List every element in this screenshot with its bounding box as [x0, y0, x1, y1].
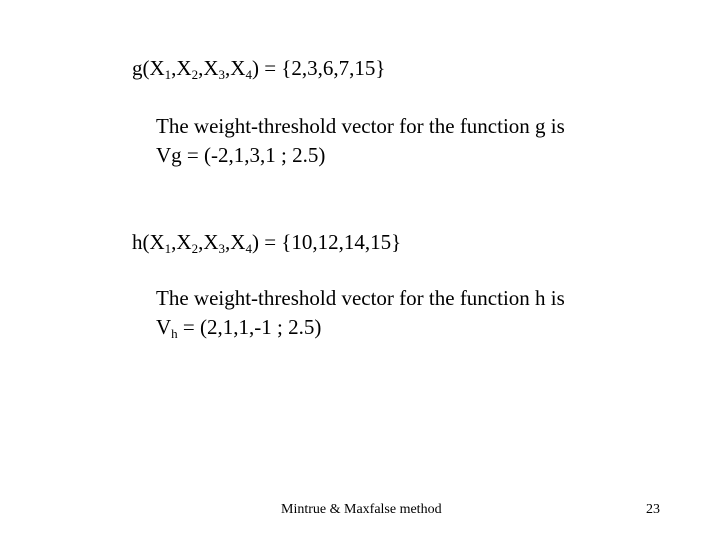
g-function-name: g	[132, 56, 143, 80]
g-weight-vector	[156, 143, 325, 167]
g-subscript-2: 2	[191, 67, 199, 82]
g-function-definition	[132, 56, 385, 80]
g-vector-value: = (-2,1,3,1 ; 2.5)	[181, 143, 326, 167]
h-args-open: (X	[142, 230, 165, 254]
page-number: 23	[646, 502, 660, 517]
g-args-sep-1: ,X	[171, 56, 192, 80]
h-subscript-3: 3	[218, 241, 226, 256]
h-description: The weight-threshold vector for the function h is	[156, 286, 565, 310]
g-subscript-1: 1	[164, 67, 172, 82]
g-args-sep-2: ,X	[198, 56, 219, 80]
h-equals: =	[258, 230, 282, 254]
footer-title: Mintrue & Maxfalse method	[281, 502, 442, 517]
g-subscript-3: 3	[218, 67, 226, 82]
h-weight-vector	[156, 315, 321, 339]
g-description: The weight-threshold vector for the function g is	[156, 114, 565, 138]
h-true-set: {10,12,14,15}	[281, 230, 402, 254]
h-vector-name: V	[156, 315, 172, 339]
h-args-sep-1: ,X	[171, 230, 192, 254]
g-subscript-4: 4	[245, 67, 252, 82]
h-vector-value: = (2,1,1,-1 ; 2.5)	[177, 315, 322, 339]
h-args-close: )	[251, 230, 259, 254]
h-subscript-4: 4	[245, 241, 252, 256]
h-args-sep-2: ,X	[198, 230, 219, 254]
h-args-sep-3: ,X	[225, 230, 246, 254]
g-true-set: {2,3,6,7,15}	[281, 56, 386, 80]
h-subscript-2: 2	[191, 241, 199, 256]
h-vector-subscript: h	[171, 326, 178, 341]
g-equals: =	[258, 56, 282, 80]
g-args-open: (X	[142, 56, 165, 80]
g-vector-name: Vg	[156, 143, 182, 167]
g-args-sep-3: ,X	[225, 56, 246, 80]
h-function-name: h	[132, 230, 143, 254]
g-args-close: )	[251, 56, 259, 80]
h-function-definition	[132, 230, 401, 254]
h-subscript-1: 1	[164, 241, 172, 256]
